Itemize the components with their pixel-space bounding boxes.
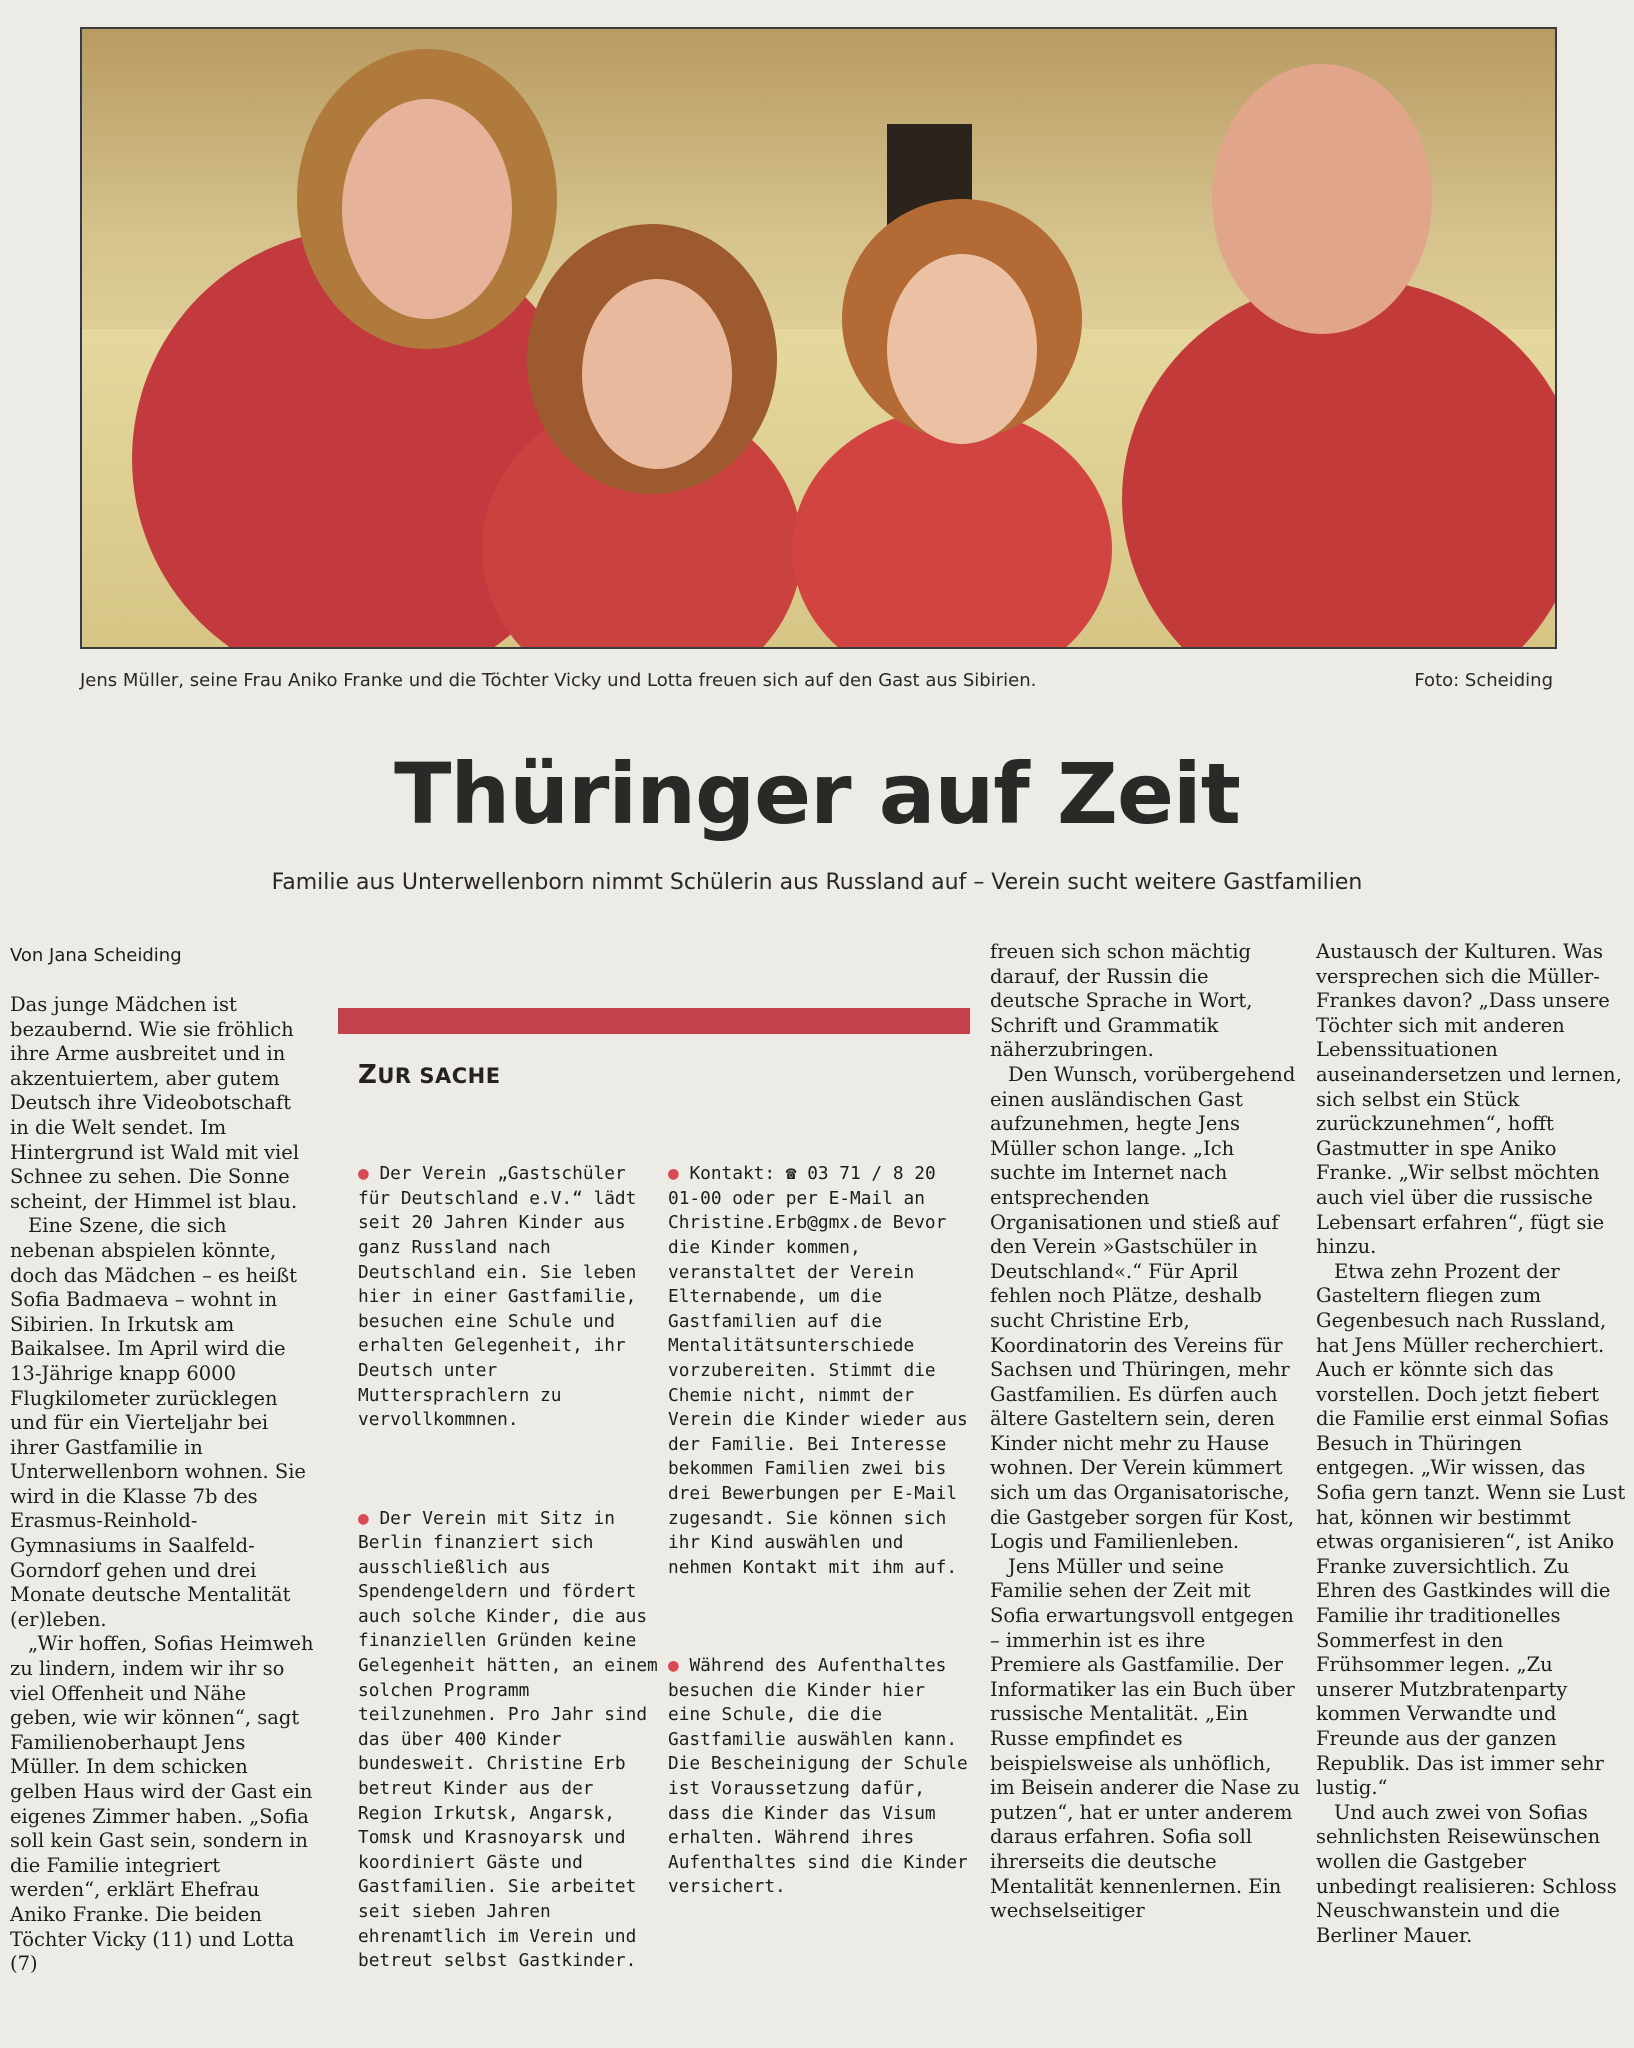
photo-caption (80, 670, 1553, 691)
bullet-icon: ● (668, 1655, 679, 1677)
bullet-icon: ● (358, 1163, 369, 1185)
headline: Thüringer auf Zeit (394, 745, 1240, 843)
paragraph: Etwa zehn Prozent der Gasteltern fliegen zum Gegenbesuch nach Russland, hat Jens Müller recherchiert. Auch er könnte sich das vorstellen. Doch jetzt fiebert die Familie erst einmal Sofias Besuch in Thüringen entgegen. „Wir wissen, das Sofia gern tanzt. Wenn sie Lust hat, können wir bestimmt etwas organisieren“, ist Aniko Franke zuversichtlich. Zu Ehren des Gastkindes will die Familie ihr traditionelles Sommerfest in den Frühsommer legen. „Zu unserer Mutzbratenparty kommen Verwandte und Freunde aus der ganzen Republik. Das ist immer sehr lustig.“ (1316, 1259, 1626, 1800)
photo-credit: Foto: Scheiding (1414, 670, 1553, 691)
article-column-5 (1316, 940, 1626, 1948)
article-column-4 (990, 940, 1300, 1924)
info-box-left-column (358, 1113, 669, 2048)
paragraph: Austausch der Kulturen. Was versprechen sich die Müller-Frankes davon? „Dass unsere Töchter sich mit anderen Lebenssituationen auseinandersetzen und lernen, sich selbst ein Stück zurückzunehmen“, hofft Gastmutter in spe Aniko Franke. „Wir selbst möchten auch viel über die russische Lebensart erfahren“, fügt sie hinzu. (1316, 940, 1622, 1259)
info-item: ● Der Verein mit Sitz in Berlin finanziert sich ausschließlich aus Spendengeldern und fördert auch solche Kinder, die aus finanziellen Gründen keine Gelegenheit hätten, an einem solchen Programm teilzunehmen. Pro Jahr sind das über 400 Kinder bundesweit. Christine Erb betreut Kinder aus der Region Irkutsk, Angarsk, Tomsk und Krasnoyarsk und koordiniert Gäste und Gastfamilien. Sie arbeitet seit sieben Jahren ehrenamtlich im Verein und betreut selbst Gastkinder. (358, 1507, 669, 1972)
bullet-icon: ● (358, 1507, 369, 1529)
info-item: ● Kontakt: ☎ 03 71 / 8 20 01-00 oder per E-Mail an Christine.Erb@gmx.de Bevor die Kinder kommen, veranstaltet der Verein Elternabende, um die Gastfamilien auf die Mentalitätsunterschiede vorzubereiten. Stimmt die Chemie nicht, nimmt der Verein die Kinder wieder aus der Familie. Bei Interesse bekommen Familien zwei bis drei Bewerbungen per E-Mail zugesandt. Sie können sich ihr Kind auswählen und nehmen Kontakt mit ihm auf. (668, 1163, 979, 1578)
paragraph: „Wir hoffen, Sofias Heimweh zu lindern, indem wir ihr so viel Offenheit und Nähe geben, wie wir können“, sagt Familienoberhaupt Jens Müller. In dem schicken gelben Haus wird der Gast ein eigenes Zimmer haben. „Sofia soll kein Gast sein, sondern in die Familie integriert werden“, erklärt Ehefrau Aniko Franke. Die beiden Töchter Vicky (11) und Lotta (7) (10, 1632, 314, 1976)
byline: Von Jana Scheiding (10, 945, 182, 966)
subheadline: Familie aus Unterwellenborn nimmt Schülerin aus Russland auf – Verein sucht weitere Gastfamilien (271, 870, 1363, 895)
info-item: ● Der Verein „Gastschüler für Deutschland e.V.“ lädt seit 20 Jahren Kinder aus ganz Russland nach Deutschland ein. Sie leben hier in einer Gastfamilie, besuchen eine Schule und erhalten Gelegenheit, ihr Deutsch unter Muttersprachlern zu vervollkommnen. (358, 1163, 648, 1431)
paragraph: Eine Szene, die sich nebenan abspielen könnte, doch das Mädchen – es heißt Sofia Badmaeva – wohnt in Sibirien. In Irkutsk am Baikalsee. Im April wird die 13-Jährige knapp 6000 Flugkilometer zurücklegen und für ein Vierteljahr bei ihrer Gastfamilie in Unterwellenborn wohnen. Sie wird in die Klasse 7b des Erasmus-Reinhold-Gymnasiums in Saalfeld-Gorndorf gehen und drei Monate deutsche Mentalität (er)leben. (10, 1214, 306, 1631)
family-photo (80, 27, 1557, 649)
info-box-title: ZUR SACHE (358, 1060, 501, 1090)
paragraph: Jens Müller und seine Familie sehen der Zeit mit Sofia erwartungsvoll entgegen – immerhin ist es ihre Premiere als Gastfamilie. Der Informatiker las ein Buch über russische Mentalität. „Ein Russe empfindet es beispielsweise als unhöflich, im Beisein anderer die Nase zu putzen“, hat er unter anderem daraus erfahren. Sofia soll ihrerseits die deutsche Mentalität kennenlernen. Ein wechselseitiger (990, 1554, 1300, 1923)
info-box-zur-sache (338, 1008, 979, 1972)
info-box-accent-bar (338, 1008, 970, 1034)
paragraph: freuen sich schon mächtig darauf, der Russin die deutsche Sprache in Wort, Schrift und Grammatik näherzubringen. (990, 940, 1253, 1062)
info-box-right-column (668, 1113, 979, 1974)
paragraph: Und auch zwei von Sofias sehnlichsten Reisewünschen wollen die Gastgeber unbedingt realisieren: Schloss Neuschwanstein und die Berliner Mauer. (1316, 1800, 1617, 1947)
bullet-icon: ● (668, 1163, 679, 1185)
paragraph: Das junge Mädchen ist bezaubernd. Wie sie fröhlich ihre Arme ausbreitet und in akzentuiertem, aber gutem Deutsch ihre Videobotschaft in die Welt sendet. Im Hintergrund ist Wald mit viel Schnee zu sehen. Die Sonne scheint, der Himmel ist blau. (10, 993, 300, 1213)
caption-text: Jens Müller, seine Frau Aniko Franke und die Töchter Vicky und Lotta freuen sich auf den Gast aus Sibirien. (80, 670, 1037, 691)
photo-people (82, 29, 1555, 647)
article-column-1 (10, 993, 315, 1977)
paragraph: Den Wunsch, vorübergehend einen ausländischen Gast aufzunehmen, hegte Jens Müller schon lange. „Ich suchte im Internet nach entsprechenden Organisationen und stieß auf den Verein »Gastschüler in Deutschland«.“ Für April fehlen noch Plätze, deshalb sucht Christine Erb, Koordinatorin des Vereins für Sachsen und Thüringen, mehr Gastfamilien. Es dürfen auch ältere Gasteltern sein, deren Kinder nicht mehr zu Hause wohnen. Der Verein kümmert sich um das Organisatorische, die Gastgeber sorgen für Kost, Logis und Familienleben. (990, 1062, 1296, 1554)
info-item: ● Während des Aufenthaltes besuchen die Kinder hier eine Schule, die die Gastfamilie auswählen kann. Die Bescheinigung der Schule ist Voraussetzung dafür, dass die Kinder das Visum erhalten. Während ihres Aufenthaltes sind die Kinder versichert. (668, 1655, 979, 1898)
